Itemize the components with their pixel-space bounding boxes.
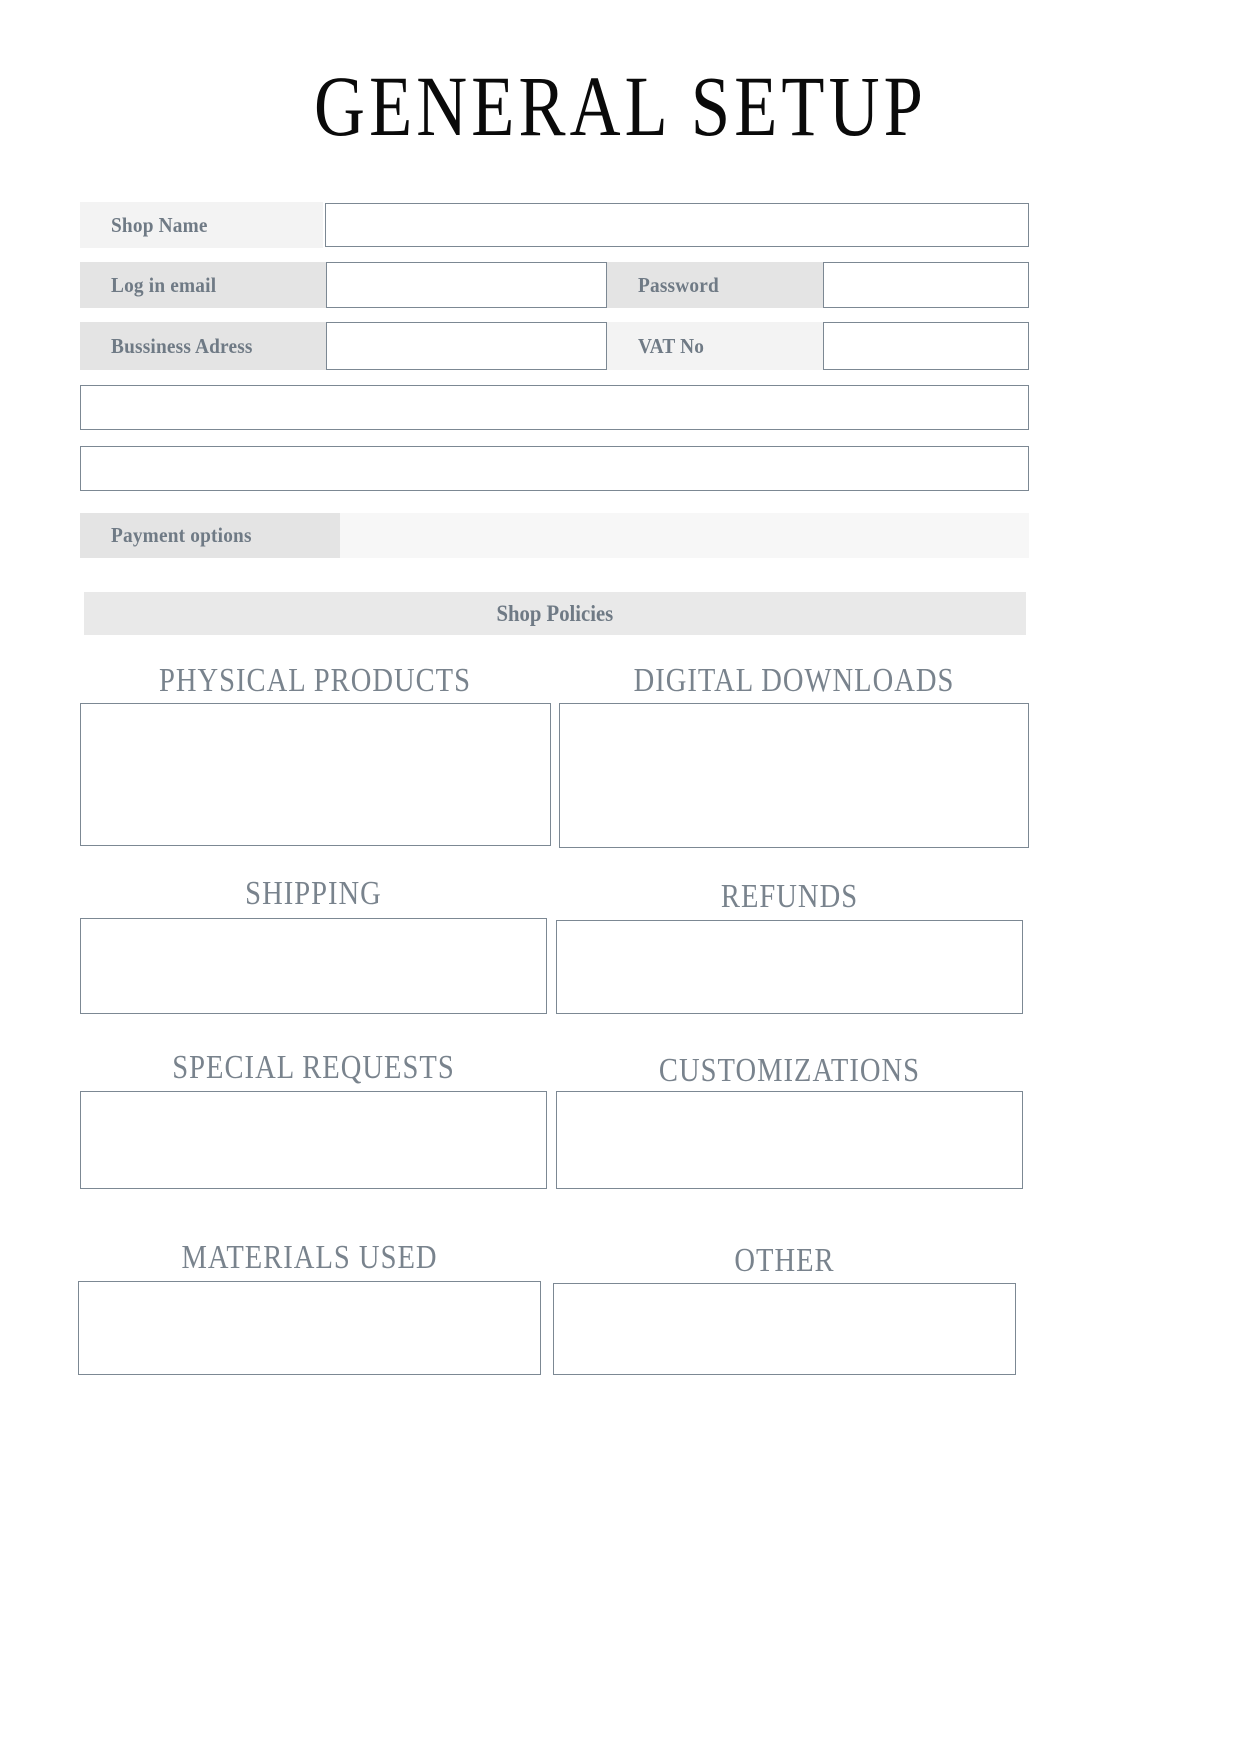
input-physical-products[interactable] <box>80 703 551 846</box>
heading-customizations: CUSTOMIZATIONS <box>658 1052 921 1089</box>
input-payment-options[interactable] <box>340 513 1029 558</box>
label-password-text: Password <box>638 272 719 297</box>
input-password[interactable] <box>823 262 1029 308</box>
input-address-line-1[interactable] <box>80 385 1029 430</box>
heading-physical-products: PHYSICAL PRODUCTS <box>158 662 472 699</box>
shop-policies-banner <box>84 592 1026 635</box>
label-login-email <box>80 262 326 308</box>
heading-special-requests: SPECIAL REQUESTS <box>172 1049 455 1086</box>
input-other[interactable] <box>553 1283 1016 1375</box>
label-business-address-text: Bussiness Adress <box>111 333 253 358</box>
heading-shipping: SHIPPING <box>245 875 382 912</box>
label-login-email-text: Log in email <box>111 272 217 297</box>
input-customizations[interactable] <box>556 1091 1023 1189</box>
label-shop-name-text: Shop Name <box>111 212 208 237</box>
shop-policies-banner-text: Shop Policies <box>496 600 614 626</box>
label-password <box>607 262 823 308</box>
heading-materials-used: MATERIALS USED <box>181 1239 438 1276</box>
input-materials-used[interactable] <box>78 1281 541 1375</box>
heading-refunds: REFUNDS <box>720 878 859 915</box>
label-business-address <box>80 322 326 370</box>
label-payment-options-text: Payment options <box>111 523 252 547</box>
label-vat-no-text: VAT No <box>638 333 705 358</box>
input-vat-no[interactable] <box>823 322 1029 370</box>
page-title: GENERAL SETUP <box>314 58 927 154</box>
input-login-email[interactable] <box>326 262 607 308</box>
input-refunds[interactable] <box>556 920 1023 1014</box>
heading-other: OTHER <box>734 1242 835 1279</box>
input-shop-name[interactable] <box>325 203 1029 247</box>
input-business-address[interactable] <box>326 322 607 370</box>
label-payment-options <box>80 513 340 558</box>
label-vat-no <box>607 322 823 370</box>
input-digital-downloads[interactable] <box>559 703 1029 848</box>
heading-digital-downloads: DIGITAL DOWNLOADS <box>633 662 955 699</box>
input-shipping[interactable] <box>80 918 547 1014</box>
input-address-line-2[interactable] <box>80 446 1029 491</box>
input-special-requests[interactable] <box>80 1091 547 1189</box>
label-shop-name <box>80 202 323 248</box>
